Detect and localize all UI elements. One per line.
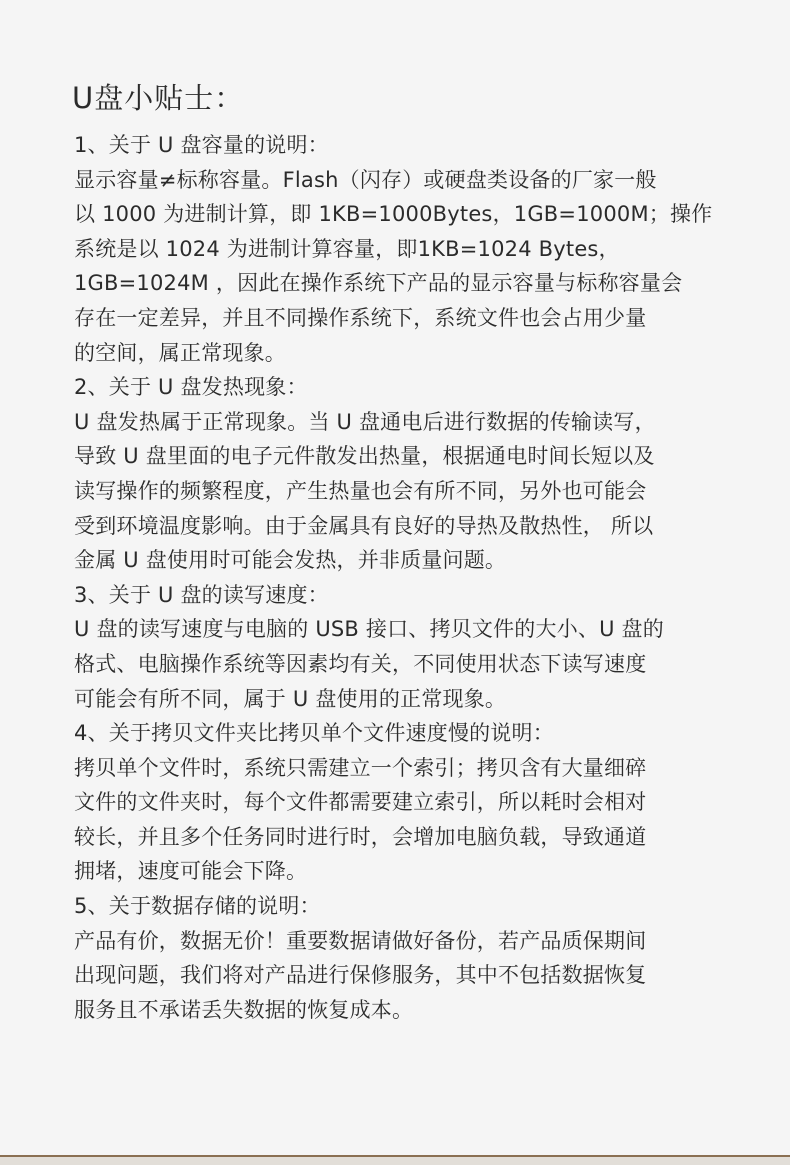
- page-title: U盘小贴士：: [72, 81, 245, 115]
- section-heading: 4、关于拷贝文件夹比拷贝单个文件速度慢的说明：: [74, 721, 554, 746]
- paragraph-line: 文件的文件夹时，每个文件都需要建立索引，所以耗时会相对: [74, 790, 647, 815]
- section-folder-copy: [74, 716, 724, 889]
- paragraph-line: 读写操作的频繁程度，产生热量也会有所不同，另外也可能会: [74, 478, 647, 503]
- paragraph-line: 出现问题，我们将对产品进行保修服务，其中不包括数据恢复: [74, 963, 647, 988]
- section-speed: [74, 578, 724, 716]
- paragraph-line: U 盘的读写速度与电脑的 USB 接口、拷贝文件的大小、U 盘的: [74, 617, 664, 642]
- paragraph-line: 拥堵，速度可能会下降。: [74, 859, 308, 884]
- section-heading: 3、关于 U 盘的读写速度：: [74, 582, 329, 607]
- paragraph-line: 受到环境温度影响。由于金属具有良好的导热及散热性， 所以: [74, 513, 654, 538]
- paragraph-line: U 盘发热属于正常现象。当 U 盘通电后进行数据的传输读写，: [74, 409, 656, 434]
- section-data-storage: [74, 889, 724, 1027]
- paragraph-line: 格式、电脑操作系统等因素均有关，不同使用状态下读写速度: [74, 651, 647, 676]
- paragraph-line: 以 1000 为进制计算，即 1KB=1000Bytes，1GB=1000M；操作: [74, 202, 713, 227]
- paragraph-line: 系统是以 1024 为进制计算容量，即1KB=1024 Bytes，: [74, 236, 620, 261]
- tips-content: [74, 128, 724, 1027]
- paragraph-line: 1GB=1024M ，因此在操作系统下产品的显示容量与标称容量会: [74, 271, 683, 296]
- paragraph-line: 服务且不承诺丢失数据的恢复成本。: [74, 997, 414, 1022]
- paragraph-line: 显示容量≠标称容量。Flash（闪存）或硬盘类设备的厂家一般: [74, 167, 657, 192]
- bottom-divider: [0, 1155, 790, 1165]
- paragraph-line: 较长，并且多个任务同时进行时，会增加电脑负载，导致通道: [74, 824, 647, 849]
- paragraph-line: 金属 U 盘使用时可能会发热，并非质量问题。: [74, 548, 507, 573]
- paragraph-line: 产品有价，数据无价！重要数据请做好备份，若产品质保期间: [74, 928, 647, 953]
- paragraph-line: 可能会有所不同，属于 U 盘使用的正常现象。: [74, 686, 507, 711]
- paragraph-line: 拷贝单个文件时，系统只需建立一个索引；拷贝含有大量细碎: [74, 755, 647, 780]
- section-heading: 2、关于 U 盘发热现象：: [74, 375, 308, 400]
- section-heading: 5、关于数据存储的说明：: [74, 894, 321, 919]
- section-heat: [74, 370, 724, 578]
- section-capacity: [74, 128, 724, 370]
- paragraph-line: 存在一定差异，并且不同操作系统下，系统文件也会占用少量: [74, 305, 647, 330]
- paragraph-line: 的空间，属正常现象。: [74, 340, 286, 365]
- paragraph-line: 导致 U 盘里面的电子元件散发出热量，根据通电时间长短以及: [74, 444, 655, 469]
- section-heading: 1、关于 U 盘容量的说明：: [74, 133, 329, 157]
